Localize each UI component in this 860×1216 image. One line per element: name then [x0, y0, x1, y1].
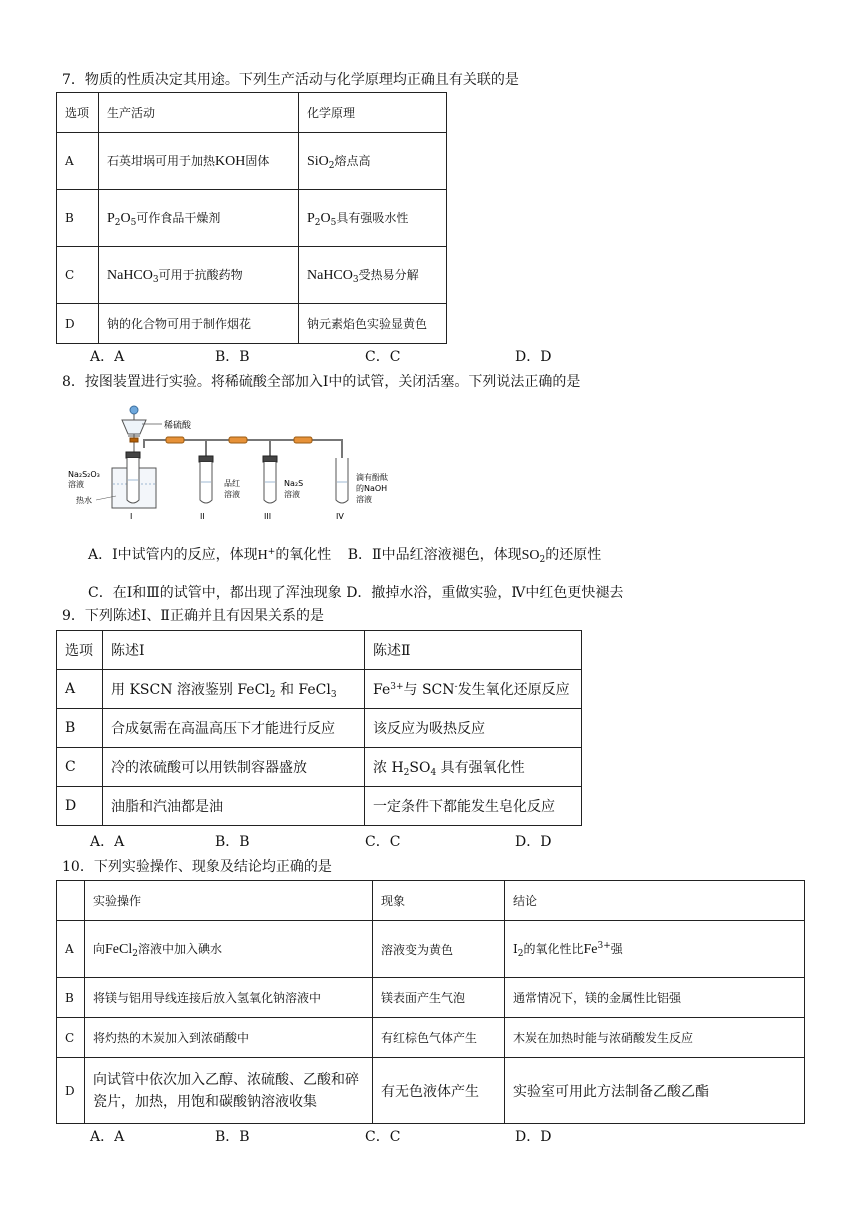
apparatus-diagram [64, 402, 424, 524]
sulfide-label-2: 溶液 [284, 490, 300, 499]
option-a: A．A [90, 1129, 125, 1145]
option-b: B．B [215, 349, 250, 365]
connecting-tube [144, 437, 342, 460]
conclusion-cell: 通常情况下，镁的金属性比铝强 [505, 978, 805, 1018]
conclusion-cell: 实验室可用此方法制备乙酸乙酯 [505, 1058, 805, 1124]
option-key: B [57, 978, 85, 1018]
table-row [57, 1058, 805, 1124]
phenomenon-cell: 有红棕色气体产生 [373, 1018, 505, 1058]
table-header-row [57, 881, 805, 921]
statement-2-cell: 一定条件下都能发生皂化反应 [365, 787, 582, 826]
table-row [57, 190, 447, 247]
header-cell: 现象 [373, 881, 505, 921]
option-key: A [57, 921, 85, 978]
option-key: B [57, 190, 99, 247]
q7-options [90, 346, 690, 366]
table-row [57, 670, 582, 709]
q8-options-row2 [88, 582, 623, 602]
q9-title: 9．下列陈述Ⅰ、Ⅱ正确并且有因果关系的是 [62, 608, 324, 624]
numeral-ii: II [200, 512, 205, 521]
option-d: D．撤掉水浴，重做实验，Ⅳ中红色更快褪去 [346, 585, 624, 601]
statement-2-cell: 该反应为吸热反应 [365, 709, 582, 748]
header-cell [57, 881, 85, 921]
table-row [57, 787, 582, 826]
principle-cell: $P_2O_5$具有强吸水性 [299, 190, 447, 247]
sulfide-label: Na₂S [284, 479, 304, 488]
header-cell: 选项 [57, 93, 99, 133]
table-row [57, 304, 447, 344]
option-d: D．D [515, 834, 552, 850]
header-cell: 化学原理 [299, 93, 447, 133]
principle-cell: NaHCO$_3$受热易分解 [299, 247, 447, 304]
q7-table [56, 92, 447, 344]
conclusion-cell: $I_2$的氧化性比$Fe^{3+}$强 [505, 921, 805, 978]
principle-cell: SiO$_2$熔点高 [299, 133, 447, 190]
q7-title: 7．物质的性质决定其用途。下列生产活动与化学原理均正确且有关联的是 [62, 72, 519, 88]
q9-options [90, 831, 690, 851]
thio-label-2: 溶液 [68, 480, 84, 489]
option-key: A [57, 670, 103, 709]
phenomenon-cell: 有无色液体产生 [373, 1058, 505, 1124]
table-row [57, 247, 447, 304]
table-header-row [57, 631, 582, 670]
option-key: A [57, 133, 99, 190]
phenomenon-cell: 溶液变为黄色 [373, 921, 505, 978]
phenomenon-cell: 镁表面产生气泡 [373, 978, 505, 1018]
naoh-label-2: 的NaOH [356, 484, 388, 493]
option-c: C．C [365, 834, 401, 850]
option-b: B．B [215, 834, 250, 850]
table-row [57, 921, 805, 978]
header-cell: 陈述Ⅱ [365, 631, 582, 670]
table-row [57, 709, 582, 748]
option-key: B [57, 709, 103, 748]
operation-cell: 将灼热的木炭加入到浓硝酸中 [85, 1018, 373, 1058]
naoh-label-3: 溶液 [356, 495, 372, 504]
numeral-iv: IV [336, 512, 344, 521]
q10-options [90, 1126, 690, 1146]
table-row [57, 133, 447, 190]
option-c: C．在Ⅰ和Ⅲ的试管中，都出现了浑浊现象 [88, 585, 342, 601]
option-key: D [57, 304, 99, 344]
option-a: A．A [90, 834, 125, 850]
table-row [57, 748, 582, 787]
hot-water-label: 热水 [76, 496, 92, 505]
option-b: B．Ⅱ中品红溶液褪色，体现$SO_2$的还原性 [347, 547, 602, 565]
header-cell: 结论 [505, 881, 805, 921]
dye-label: 品红 [224, 479, 240, 488]
option-b: B．B [215, 1129, 250, 1145]
option-d: D．D [515, 349, 552, 365]
operation-cell: 将镁与铝用导线连接后放入氢氧化钠溶液中 [85, 978, 373, 1018]
header-cell: 实验操作 [85, 881, 373, 921]
dye-label-2: 溶液 [224, 490, 240, 499]
acid-label: 稀硫酸 [164, 421, 192, 431]
option-d: D．D [515, 1129, 552, 1145]
option-key: C [57, 748, 103, 787]
option-key: D [57, 1058, 85, 1124]
q10-table [56, 880, 805, 1124]
header-cell: 生产活动 [99, 93, 299, 133]
thio-label: Na₂S₂O₃ [68, 470, 100, 479]
option-c: C．C [365, 1129, 401, 1145]
header-cell: 陈述Ⅰ [103, 631, 365, 670]
statement-1-cell: 冷的浓硫酸可以用铁制容器盛放 [103, 748, 365, 787]
option-c: C．C [365, 349, 401, 365]
statement-1-cell: 用 KSCN 溶液鉴别 FeCl$_2$ 和 FeCl$_3$ [103, 670, 365, 709]
activity-cell: $P_2O_5$可作食品干燥剂 [99, 190, 299, 247]
q10-title: 10．下列实验操作、现象及结论均正确的是 [62, 859, 332, 875]
option-key: C [57, 1018, 85, 1058]
activity-cell: 石英坩埚可用于加热KOH固体 [99, 133, 299, 190]
header-cell: 选项 [57, 631, 103, 670]
activity-cell: NaHCO$_3$可用于抗酸药物 [99, 247, 299, 304]
q8-options-row1 [88, 544, 601, 565]
operation-cell: 向试管中依次加入乙醇、浓硫酸、乙酸和碎瓷片，加热，用饱和碳酸钠溶液收集 [85, 1058, 373, 1124]
statement-1-cell: 油脂和汽油都是油 [103, 787, 365, 826]
statement-1-cell: 合成氨需在高温高压下才能进行反应 [103, 709, 365, 748]
statement-2-cell: $Fe^{3+}$与 SCN-发生氧化还原反应 [365, 670, 582, 709]
numeral-i: I [130, 512, 133, 521]
tube-ii [199, 456, 213, 503]
q8-title: 8．按图装置进行实验。将稀硫酸全部加入Ⅰ中的试管，关闭活塞。下列说法正确的是 [62, 374, 581, 390]
numeral-iii: III [264, 512, 272, 521]
tube-i [112, 452, 156, 508]
principle-cell: 钠元素焰色实验显黄色 [299, 304, 447, 344]
option-a: A．Ⅰ中试管内的反应，体现H+的氧化性 [88, 547, 332, 563]
conclusion-cell: 木炭在加热时能与浓硝酸发生反应 [505, 1018, 805, 1058]
operation-cell: 向FeCl$_2$溶液中加入碘水 [85, 921, 373, 978]
option-a: A．A [90, 349, 125, 365]
tube-iv [336, 458, 348, 503]
separatory-funnel-icon [122, 406, 146, 458]
q9-table [56, 630, 582, 826]
naoh-label: 滴有酚酞 [356, 473, 388, 482]
option-key: D [57, 787, 103, 826]
tube-iii [263, 456, 277, 503]
table-header-row [57, 93, 447, 133]
statement-2-cell: 浓 $H_2SO_4$ 具有强氧化性 [365, 748, 582, 787]
activity-cell: 钠的化合物可用于制作烟花 [99, 304, 299, 344]
option-key: C [57, 247, 99, 304]
table-row [57, 978, 805, 1018]
table-row [57, 1018, 805, 1058]
